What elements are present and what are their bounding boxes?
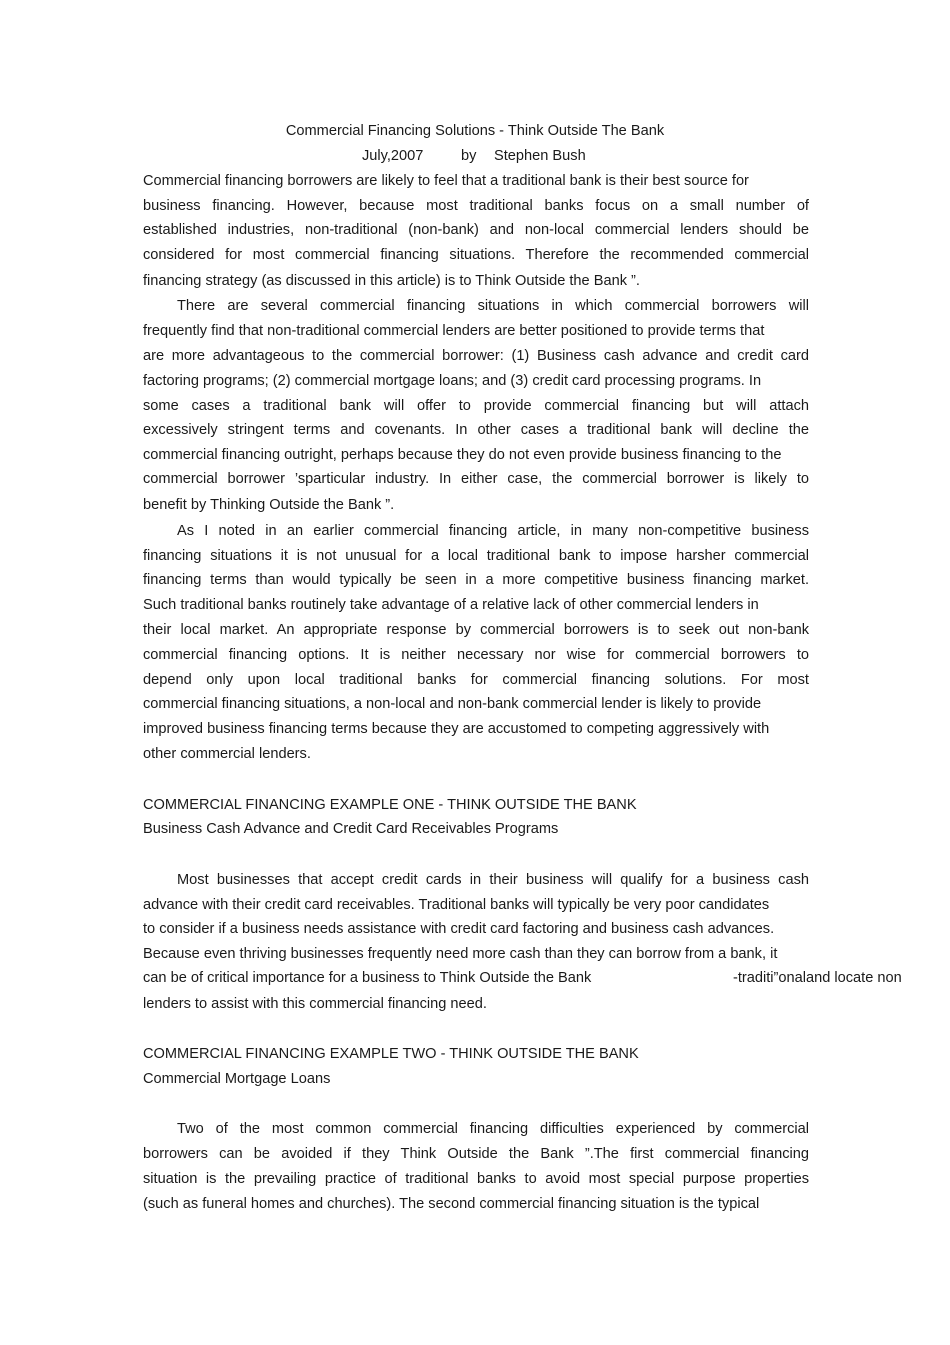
section-heading: COMMERCIAL FINANCING EXAMPLE ONE - THINK OUTSIDE THE BANK <box>143 797 637 813</box>
text-line: established industries, non-traditional (non-bank) and non-local commercial lenders should be <box>143 222 809 238</box>
text-line: some cases a traditional bank will offer to provide commercial financing but will attach <box>143 398 809 414</box>
text-line: Two of the most common commercial financing difficulties experienced by commercial <box>177 1121 809 1137</box>
text-line: commercial financing options. It is neither necessary nor wise for commercial borrowers to <box>143 647 809 663</box>
text-line: commercial financing outright, perhaps because they do not even provide business financing to the <box>143 447 782 463</box>
article-author: Stephen Bush <box>494 148 586 164</box>
text-line: improved business financing terms because they are accustomed to competing aggressively with <box>143 721 770 737</box>
text-line: are more advantageous to the commercial borrower: (1) Business cash advance and credit card <box>143 348 809 364</box>
text-line: borrowers can be avoided if they Think Outside the Bank ”.The first commercial financing <box>143 1146 809 1162</box>
section-subheading: Commercial Mortgage Loans <box>143 1071 331 1087</box>
text-line: advance with their credit card receivables. Traditional banks will typically be very poor candidates <box>143 897 770 913</box>
text-line: benefit by Thinking Outside the Bank ”. <box>143 497 395 513</box>
text-line: can be of critical importance for a business to Think Outside the Bank <box>143 970 592 986</box>
text-line: commercial borrower ’sparticular industry. In either case, the commercial borrower is likely to <box>143 471 809 487</box>
article-title: Commercial Financing Solutions - Think Outside The Bank <box>285 123 665 139</box>
text-line: commercial financing situations, a non-local and non-bank commercial lender is likely to provide <box>143 696 762 712</box>
text-line: factoring programs; (2) commercial mortgage loans; and (3) credit card processing programs. In <box>143 373 762 389</box>
text-line: Because even thriving businesses frequently need more cash than they can borrow from a bank, it <box>143 946 778 962</box>
section-heading: COMMERCIAL FINANCING EXAMPLE TWO - THINK OUTSIDE THE BANK <box>143 1046 639 1062</box>
text-line: financing situations it is not unusual for a local traditional bank to impose harsher commercial <box>143 548 809 564</box>
text-line: There are several commercial financing situations in which commercial borrowers will <box>177 298 809 314</box>
text-line: to consider if a business needs assistance with credit card factoring and business cash advances. <box>143 921 775 937</box>
byline-by: by <box>461 148 477 164</box>
text-line: Most businesses that accept credit cards in their business will qualify for a business cash <box>177 872 809 888</box>
text-line: depend only upon local traditional banks for commercial financing solutions. For most <box>143 672 809 688</box>
text-line: financing strategy (as discussed in this article) is to Think Outside the Bank ”. <box>143 273 640 289</box>
article-date: July,2007 <box>362 148 424 164</box>
text-line-fragment: -traditi”onaland locate non <box>733 970 902 986</box>
text-line: Commercial financing borrowers are likely to feel that a traditional bank is their best source for <box>143 173 749 189</box>
text-line: financing terms than would typically be seen in a more competitive business financing market. <box>143 572 809 588</box>
section-subheading: Business Cash Advance and Credit Card Receivables Programs <box>143 821 559 837</box>
text-line: business financing. However, because most traditional banks focus on a small number of <box>143 198 809 214</box>
text-line: situation is the prevailing practice of traditional banks to avoid most special purpose properties <box>143 1171 809 1187</box>
text-line: other commercial lenders. <box>143 746 311 762</box>
text-line: their local market. An appropriate response by commercial borrowers is to seek out non-bank <box>143 622 809 638</box>
text-line: Such traditional banks routinely take advantage of a relative lack of other commercial lenders in <box>143 597 759 613</box>
text-line: (such as funeral homes and churches). The second commercial financing situation is the typical <box>143 1196 760 1212</box>
text-line: excessively stringent terms and covenants. In other cases a traditional bank will decline the <box>143 422 809 438</box>
text-line: As I noted in an earlier commercial financing article, in many non-competitive business <box>177 523 809 539</box>
text-line: considered for most commercial financing situations. Therefore the recommended commercial <box>143 247 809 263</box>
text-line: lenders to assist with this commercial financing need. <box>143 996 487 1012</box>
text-line: frequently find that non-traditional commercial lenders are better positioned to provide terms that <box>143 323 765 339</box>
